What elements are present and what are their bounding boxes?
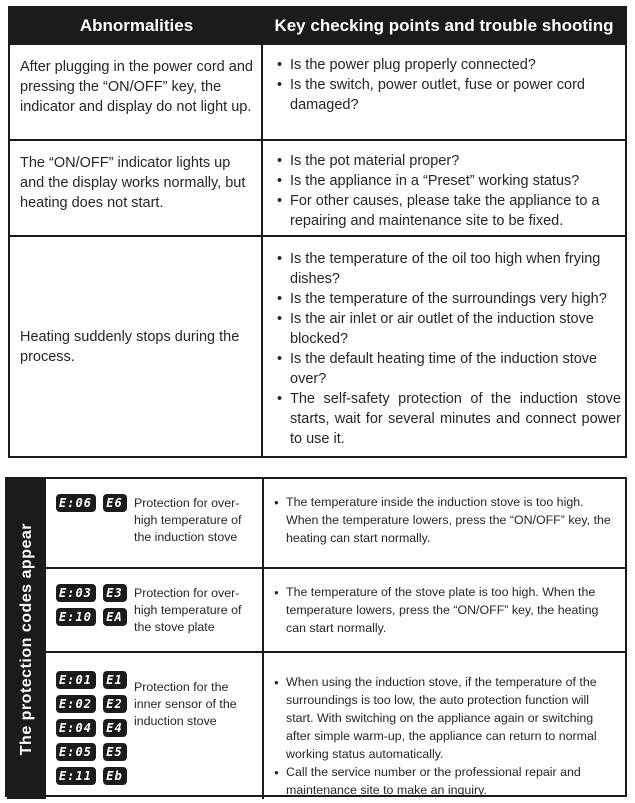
- code-pair: [56, 671, 127, 689]
- code-pair: [56, 743, 127, 761]
- code-pair: [56, 695, 127, 713]
- code-pair: [56, 608, 127, 626]
- code-badge-stack: [56, 584, 127, 626]
- code-badge-e3-display: E3: [103, 584, 127, 602]
- code-badge-e06-display: E:06: [56, 494, 96, 512]
- checkpoint-item: • Is the default heating time of the induction stove over?: [274, 349, 621, 389]
- column-header-key-checking-points: Key checking points and trouble shooting: [263, 8, 625, 43]
- code-badge-e01-display: E:01: [56, 671, 96, 689]
- code-badge-e5-display: E5: [103, 743, 127, 761]
- code-cell-e06: [46, 479, 264, 567]
- code-badge-e02-display: E:02: [56, 695, 96, 713]
- code-badge-e10-display: E:10: [56, 608, 96, 626]
- sidebar-vertical-label: The protection codes appear: [17, 522, 35, 756]
- code-pair: [56, 494, 127, 512]
- checkpoint-item: • Is the temperature of the surroundings very high?: [274, 289, 621, 309]
- code-badge-e1-display: E1: [103, 671, 127, 689]
- code-pair: [56, 584, 127, 602]
- checkpoint-list: [274, 151, 621, 231]
- remedy-item: ● The temperature inside the induction stove is too high. When the temperature lowers, press the “ON/OFF” key, the heating can start normally.: [274, 493, 619, 547]
- checkpoint-item: • Is the switch, power outlet, fuse or power cord damaged?: [274, 75, 621, 115]
- checkpoint-item: • Is the temperature of the oil too high when frying dishes?: [274, 249, 621, 289]
- code-badge-eb-display: Eb: [103, 767, 127, 785]
- abnormality-cell-no-heating: The “ON/OFF” indicator lights up and the display works normally, but heating does not start.: [10, 139, 263, 235]
- code-badge-e05-display: E:05: [56, 743, 96, 761]
- abnormality-cell-heating-stops: [10, 235, 263, 456]
- code-badge-stack: [56, 671, 127, 785]
- code-remedy-cell-e03-e10: [264, 567, 625, 651]
- protection-codes-table: [5, 477, 627, 797]
- code-badge-e04-display: E:04: [56, 719, 96, 737]
- code-badge-e2-display: E2: [103, 695, 127, 713]
- code-remedy-cell-e06: [264, 479, 625, 567]
- checkpoint-item: • Is the pot material proper?: [274, 151, 621, 171]
- checkpoint-item: • Is the air inlet or air outlet of the induction stove blocked?: [274, 309, 621, 349]
- remedy-item: ● Call the service number or the professional repair and maintenance site to make an inquiry.: [274, 763, 619, 799]
- checkpoint-list: [274, 249, 621, 449]
- abnormality-text: Heating suddenly stops during the process.: [20, 328, 240, 365]
- code-badge-ea-display: EA: [103, 608, 127, 626]
- checkpoints-cell-heating-stops: [263, 235, 625, 456]
- code-badge-e11-display: E:11: [56, 767, 96, 785]
- code-badge-e6-display: E6: [103, 494, 127, 512]
- code-pair: [56, 719, 127, 737]
- code-description: Protection for over-high temperature of the induction stove: [134, 496, 242, 544]
- checkpoint-item: • For other causes, please take the appliance to a repairing and maintenance site to be fixed.: [274, 191, 621, 231]
- column-header-abnormalities: Abnormalities: [10, 8, 263, 43]
- checkpoint-item: • Is the power plug properly connected?: [274, 55, 621, 75]
- code-pair: [56, 767, 127, 785]
- checkpoint-list: [274, 55, 621, 115]
- checkpoints-cell-power-not-on: [263, 43, 625, 139]
- checkpoint-item: • The self-safety protection of the induction stove starts, wait for several minutes and connect power to use it.: [274, 389, 621, 449]
- troubleshooting-table: [8, 6, 627, 458]
- code-badge-stack: [56, 494, 127, 512]
- code-cell-e03-e10: [46, 567, 264, 651]
- remedy-item: ● The temperature of the stove plate is too high. When the temperature lowers, press the “ON/OFF” key, the heating can start normally.: [274, 583, 619, 637]
- remedy-item: ● When using the induction stove, if the temperature of the surroundings is too low, the auto protection function will start. With switching on the appliance again or switching after simple warm-up, the appliance can return to normal working status automatically.: [274, 673, 619, 763]
- protection-codes-sidebar: [7, 479, 46, 799]
- abnormality-cell-power-not-on: After plugging in the power cord and pressing the “ON/OFF” key, the indicator and display do not light up.: [10, 43, 263, 139]
- checkpoint-item: • Is the appliance in a “Preset” working status?: [274, 171, 621, 191]
- checkpoints-cell-no-heating: [263, 139, 625, 235]
- code-cell-inner-sensor: [46, 651, 264, 799]
- code-badge-e03-display: E:03: [56, 584, 96, 602]
- code-remedy-cell-inner-sensor: [264, 651, 625, 799]
- code-description: Protection for over-high temperature of the stove plate: [134, 586, 242, 634]
- code-badge-e4-display: E4: [103, 719, 127, 737]
- code-description: Protection for the inner sensor of the induction stove: [134, 680, 237, 728]
